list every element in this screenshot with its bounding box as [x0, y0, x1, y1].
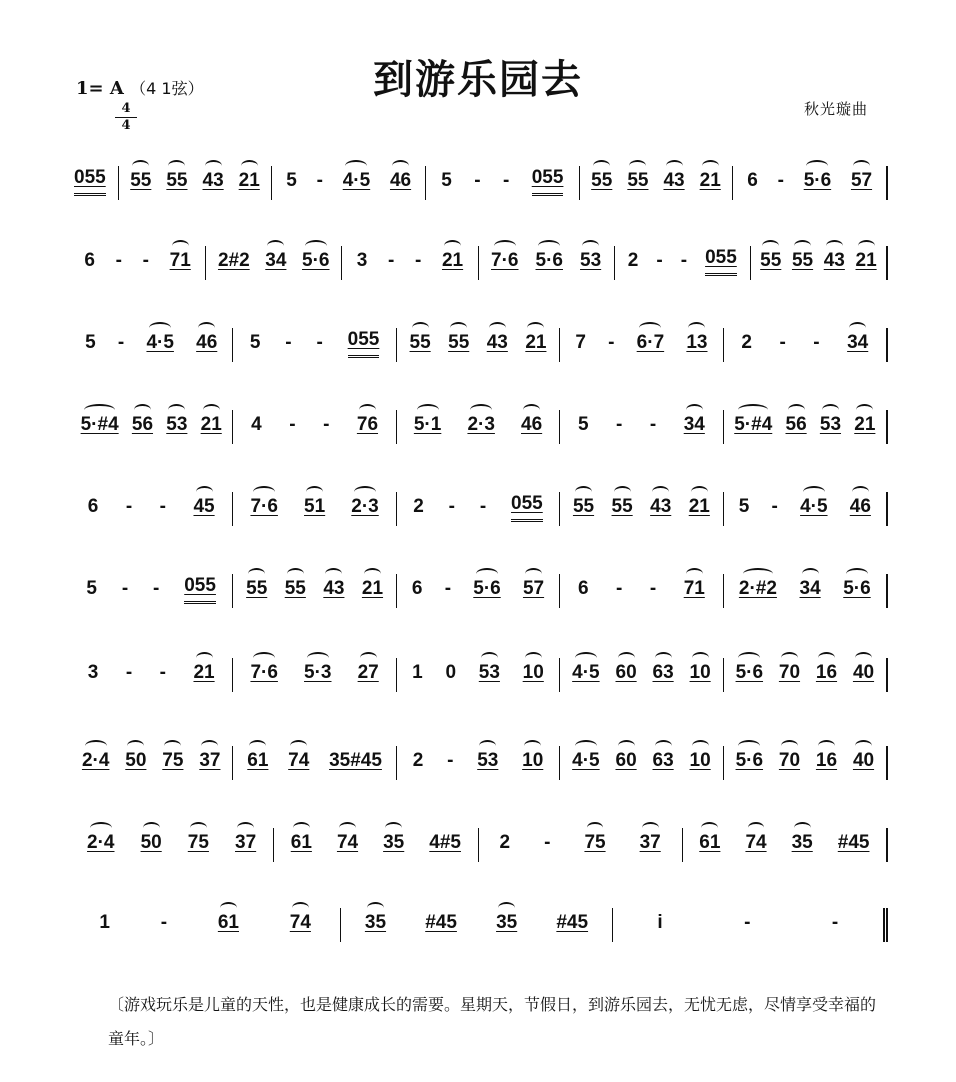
note-group: 46: [521, 414, 542, 444]
note-group: 055: [74, 167, 106, 196]
measure: [724, 574, 888, 608]
note-group: 055: [348, 329, 380, 358]
note-group: 53: [580, 250, 601, 280]
measure: [733, 166, 888, 200]
note-group: 1: [412, 662, 423, 683]
note-group: 57: [851, 170, 872, 200]
dash-sustain: -: [387, 250, 395, 271]
dash-sustain: -: [323, 414, 330, 435]
measure: [724, 492, 888, 526]
note-group: 5·6: [804, 170, 831, 200]
note-group: 13: [686, 332, 707, 362]
measure: [560, 410, 723, 444]
note-group: 55: [448, 332, 469, 362]
measure: [70, 746, 233, 780]
composer-credit: 秋光璇曲: [803, 100, 868, 118]
note-group: 34: [847, 332, 868, 362]
note-group: 0: [445, 662, 457, 683]
note-group: 21: [239, 170, 260, 200]
measure: [397, 328, 560, 362]
staff-row: [70, 160, 888, 200]
note-group: 6: [87, 496, 99, 517]
note-group: 5·1: [414, 414, 441, 444]
note-group: 74: [745, 832, 766, 862]
note-group: 16: [816, 750, 837, 780]
dash-sustain: -: [813, 332, 820, 353]
note-group: 43: [323, 578, 344, 608]
note-group: 55: [410, 332, 431, 362]
note-group: 34: [800, 578, 821, 608]
note-group: 43: [824, 250, 845, 280]
note-group: 34: [684, 414, 705, 444]
note-group: 7: [575, 332, 586, 353]
measure: [560, 328, 723, 362]
dash-sustain: -: [447, 750, 454, 771]
dash-sustain: -: [125, 662, 133, 683]
note-group: 70: [779, 662, 800, 692]
note-group: 55: [573, 496, 594, 526]
dash-sustain: -: [680, 250, 688, 271]
note-group: 7·6: [491, 250, 518, 280]
dash-sustain: -: [121, 578, 129, 599]
note-group: 2·#2: [739, 578, 777, 608]
note-group: 56: [786, 414, 807, 444]
note-group: 055: [705, 247, 737, 276]
note-group: 5: [85, 332, 96, 353]
note-group: #45: [425, 912, 457, 933]
note-group: 75: [188, 832, 209, 862]
measure: [397, 410, 560, 444]
note-group: 21: [689, 496, 710, 526]
staff-row: [70, 568, 888, 608]
note-group: 60: [616, 662, 637, 692]
measure: [724, 658, 888, 692]
note-group: 5·#4: [734, 414, 772, 444]
note-group: 35: [365, 912, 386, 942]
dash-sustain: -: [616, 414, 623, 435]
dash-sustain: -: [160, 912, 168, 933]
note-group: 4: [251, 414, 262, 435]
note-group: 3: [356, 250, 368, 271]
note-group: 5·6: [736, 662, 763, 692]
measure: [206, 246, 342, 280]
dash-sustain: -: [444, 578, 452, 599]
dash-sustain: -: [744, 912, 751, 933]
measure: [233, 746, 396, 780]
note-group: 53: [477, 750, 498, 780]
note-group: 21: [700, 170, 721, 200]
note-group: 3: [87, 662, 99, 683]
note-group: 6: [411, 578, 423, 599]
dash-sustain: -: [479, 496, 487, 517]
measure: [70, 492, 233, 526]
note-group: i: [657, 912, 663, 933]
note-group: 2: [499, 832, 511, 853]
staff-row: [70, 822, 888, 862]
note-group: 63: [653, 662, 674, 692]
note-group: 5: [286, 170, 297, 191]
note-group: 4·5: [146, 332, 173, 362]
note-group: 6: [84, 250, 95, 271]
measure: [724, 410, 888, 444]
dash-sustain: -: [779, 332, 786, 353]
measure: [560, 574, 723, 608]
dash-sustain: -: [159, 496, 166, 517]
note-group: 5: [249, 332, 261, 353]
note-group: 10: [522, 750, 543, 780]
measure: [70, 410, 233, 444]
note-group: 55: [627, 170, 648, 200]
measure: [70, 246, 206, 280]
note-group: 46: [196, 332, 217, 362]
measure: [426, 166, 580, 200]
note-group: 21: [193, 662, 214, 692]
measure: [233, 492, 396, 526]
key-signature: [76, 76, 204, 99]
note-group: 5: [441, 170, 452, 191]
note-group: 74: [337, 832, 358, 862]
note-group: 45: [193, 496, 214, 526]
note-group: 55: [166, 170, 187, 200]
note-group: 61: [291, 832, 312, 862]
note-group: 10: [523, 662, 544, 692]
measure: [70, 574, 233, 608]
note-group: 2·3: [467, 414, 494, 444]
note-group: 37: [199, 750, 220, 780]
note-group: 6: [577, 578, 589, 599]
dash-sustain: -: [616, 578, 623, 599]
note-group: 2#2: [217, 250, 250, 271]
note-group: 5·3: [304, 662, 331, 692]
note-group: 37: [640, 832, 661, 862]
note-group: 61: [247, 750, 268, 780]
note-group: 4·5: [800, 496, 827, 526]
measure: [479, 246, 615, 280]
note-group: 75: [584, 832, 605, 862]
time-signature: [115, 102, 137, 133]
dash-sustain: -: [544, 832, 551, 853]
note-group: 71: [170, 250, 191, 280]
note-group: 10: [690, 750, 711, 780]
measure: [724, 328, 888, 362]
song-title: 到游乐园去: [373, 57, 583, 103]
note-group: 55: [612, 496, 633, 526]
note-group: 21: [525, 332, 546, 362]
note-group: 055: [532, 167, 564, 196]
note-group: 7·6: [250, 662, 277, 692]
note-group: #45: [837, 832, 870, 853]
measure: [274, 828, 478, 862]
note-group: 53: [166, 414, 187, 444]
note-group: 2: [627, 250, 639, 271]
dash-sustain: -: [502, 170, 510, 191]
note-group: 5: [738, 496, 750, 517]
dash-sustain: -: [831, 912, 839, 933]
note-group: 55: [591, 170, 612, 200]
time-signature-top: 4: [121, 101, 131, 116]
note-group: 63: [653, 750, 674, 780]
note-group: 5: [577, 414, 589, 435]
measure: [341, 908, 612, 942]
note-group: 1: [99, 912, 110, 933]
note-group: 21: [856, 250, 877, 280]
note-group: 75: [162, 750, 183, 780]
footnote: 〔游戏玩乐是儿童的天性，也是健康成长的需要。星期天，节假日，到游乐园去，无忧无虑，尽情享受幸福的童年。〕: [108, 995, 877, 1048]
note-group: 74: [288, 750, 309, 780]
note-group: 61: [699, 832, 720, 862]
measure: [683, 828, 888, 862]
note-group: 55: [130, 170, 151, 200]
note-group: 40: [853, 662, 874, 692]
note-group: 55: [246, 578, 267, 608]
measure: [615, 246, 751, 280]
note-group: 5·6: [536, 250, 563, 280]
note-group: 2·4: [87, 832, 114, 862]
note-group: 51: [304, 496, 325, 526]
dash-sustain: -: [125, 496, 133, 517]
measure: [70, 658, 233, 692]
note-group: 5·#4: [81, 414, 119, 444]
note-group: 2: [741, 332, 752, 353]
note-group: 6·7: [637, 332, 664, 362]
measure: [397, 658, 560, 692]
measure: [479, 828, 683, 862]
measure: [233, 658, 396, 692]
measure: [751, 246, 888, 280]
staff-row: [70, 652, 888, 692]
tuning-label: （4 1弦）: [130, 79, 204, 98]
dash-sustain: -: [771, 496, 778, 517]
measure: [560, 492, 723, 526]
note-group: 6: [747, 170, 758, 191]
note-group: 21: [442, 250, 463, 280]
note-group: 43: [663, 170, 684, 200]
time-signature-bottom: 4: [121, 118, 131, 133]
note-group: 53: [479, 662, 500, 692]
note-group: 2·3: [351, 496, 378, 526]
dash-sustain: -: [115, 250, 122, 271]
note-group: 60: [616, 750, 637, 780]
dash-sustain: -: [777, 170, 784, 191]
note-group: 4·5: [572, 662, 599, 692]
note-group: 10: [690, 662, 711, 692]
measure: [70, 908, 341, 942]
staff-row: [70, 486, 888, 526]
note-group: 43: [650, 496, 671, 526]
note-group: 37: [235, 832, 256, 862]
measure: [233, 328, 396, 362]
note-group: 21: [362, 578, 383, 608]
dash-sustain: -: [448, 496, 455, 517]
note-group: 4·5: [572, 750, 599, 780]
note-group: 70: [779, 750, 800, 780]
note-group: 5·6: [302, 250, 329, 280]
note-group: 35: [792, 832, 813, 862]
note-group: 57: [523, 578, 544, 608]
note-group: 5·6: [843, 578, 870, 608]
measure: [397, 574, 560, 608]
note-group: 46: [390, 170, 411, 200]
note-group: 55: [285, 578, 306, 608]
dash-sustain: -: [649, 414, 657, 435]
measure: [272, 166, 426, 200]
note-group: 16: [816, 662, 837, 692]
pickup-measure: [70, 166, 119, 200]
note-group: 7·6: [250, 496, 277, 526]
measure: [119, 166, 273, 200]
note-group: 50: [141, 832, 162, 862]
dash-sustain: -: [142, 250, 149, 271]
note-group: 55: [760, 250, 781, 280]
note-group: 71: [684, 578, 705, 608]
note-group: 055: [511, 493, 543, 522]
measure: [397, 746, 560, 780]
note-group: 5·6: [473, 578, 500, 608]
staff-row: [70, 240, 888, 280]
note-group: 55: [792, 250, 813, 280]
dash-sustain: -: [656, 250, 663, 271]
key-label: 1= A: [76, 78, 124, 99]
measure: [397, 492, 560, 526]
note-group: 2·4: [82, 750, 109, 780]
measure: [70, 828, 274, 862]
measure: [560, 746, 723, 780]
note-group: 35: [496, 912, 517, 942]
note-group: 43: [487, 332, 508, 362]
measure: [342, 246, 478, 280]
note-group: 76: [357, 414, 378, 444]
note-group: 34: [265, 250, 286, 280]
note-group: 35#45: [329, 750, 382, 771]
measure: [233, 410, 396, 444]
staff-row: [70, 740, 888, 780]
staff-row: [70, 902, 888, 942]
note-group: 53: [820, 414, 841, 444]
note-group: 5: [86, 578, 97, 599]
measure: [560, 658, 723, 692]
staff-row: [70, 322, 888, 362]
measure: [580, 166, 734, 200]
note-group: 35: [383, 832, 404, 862]
dash-sustain: -: [608, 332, 615, 353]
note-group: 56: [132, 414, 153, 444]
measure: [724, 746, 888, 780]
note-group: #45: [556, 912, 589, 933]
note-group: 21: [201, 414, 222, 444]
note-group: 2: [412, 750, 424, 771]
dash-sustain: -: [414, 250, 422, 271]
note-group: 21: [854, 414, 875, 444]
dash-sustain: -: [117, 332, 125, 353]
dash-sustain: -: [153, 578, 160, 599]
note-group: 055: [184, 575, 216, 604]
note-group: 27: [358, 662, 379, 692]
dash-sustain: -: [316, 170, 323, 191]
note-group: 61: [218, 912, 239, 942]
dash-sustain: -: [285, 332, 292, 353]
note-group: 43: [203, 170, 224, 200]
note-group: 2: [413, 496, 424, 517]
dash-sustain: -: [474, 170, 481, 191]
measure: [70, 328, 233, 362]
note-group: 46: [850, 496, 871, 526]
staff-row: [70, 404, 888, 444]
note-group: 4·5: [343, 170, 370, 200]
dash-sustain: -: [289, 414, 296, 435]
dash-sustain: -: [316, 332, 323, 353]
dash-sustain: -: [649, 578, 657, 599]
note-group: 50: [125, 750, 146, 780]
dash-sustain: -: [159, 662, 166, 683]
measure: [233, 574, 396, 608]
note-group: 40: [853, 750, 874, 780]
note-group: 4#5: [429, 832, 461, 853]
measure: [613, 908, 888, 942]
note-group: 5·6: [736, 750, 763, 780]
note-group: 74: [290, 912, 311, 942]
